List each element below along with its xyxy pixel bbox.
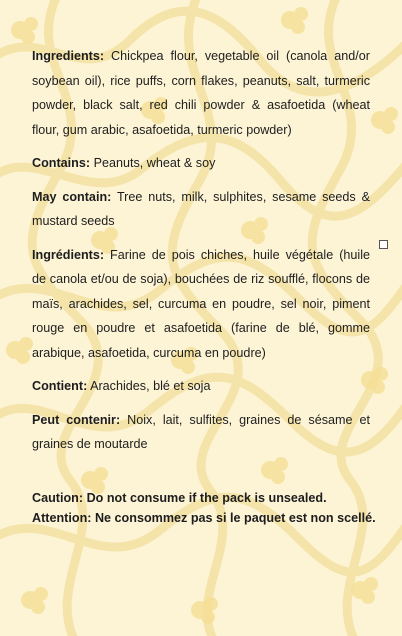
ingredients-en-text: Chickpea flour, vegetable oil (canola and/or soybean oil), rice puffs, corn flakes, peanuts, salt, turmeric powder, black salt, red chili powder & asafoetida (wheat flour, gum arabic, asafoetida, turmeric powder)	[32, 49, 370, 137]
contains-en-label: Contains:	[32, 156, 91, 170]
contains-en	[32, 151, 370, 176]
ingredients-en	[32, 44, 370, 142]
contains-fr-label: Contient:	[32, 379, 88, 393]
contains-fr	[32, 374, 370, 399]
caution-en	[32, 488, 370, 508]
caution-fr-text: Ne consommez pas si le paquet est non scellé.	[91, 510, 376, 525]
small-box-icon	[379, 240, 388, 249]
spacer	[32, 466, 370, 488]
caution-en-label: Caution:	[32, 490, 84, 505]
may-contain-en-label: May contain:	[32, 189, 112, 204]
may-contain-en	[32, 185, 370, 234]
ingredients-fr-text: Farine de pois chiches, huile végétale (huile de canola et/ou de soja), bouchées de riz soufflé, flocons de maïs, arachides, sel, curcuma en poudre, sel noir, piment rouge en poudre et asafoetida (farine de blé, gomme arabique, asafoetida, curcuma en poudre)	[32, 247, 370, 360]
ingredients-fr	[32, 243, 370, 366]
caution-fr-label: Attention:	[32, 510, 92, 525]
may-contain-fr-text: Noix, lait, sulfites, graines de sésame et graines de moutarde	[32, 412, 370, 451]
may-contain-en-text: Tree nuts, milk, sulphites, sesame seeds & mustard seeds	[32, 189, 370, 228]
may-contain-fr-label: Peut contenir:	[32, 412, 121, 427]
ingredients-en-label: Ingredients:	[32, 49, 105, 63]
caution-fr	[32, 508, 376, 528]
label-text-block	[32, 44, 376, 528]
contains-en-text: Peanuts, wheat & soy	[90, 156, 216, 170]
contains-fr-text: Arachides, blé et soja	[87, 379, 211, 393]
ingredients-fr-label: Ingrédients:	[32, 247, 105, 262]
may-contain-fr	[32, 408, 370, 457]
caution-en-text: Do not consume if the pack is unsealed.	[83, 490, 327, 505]
